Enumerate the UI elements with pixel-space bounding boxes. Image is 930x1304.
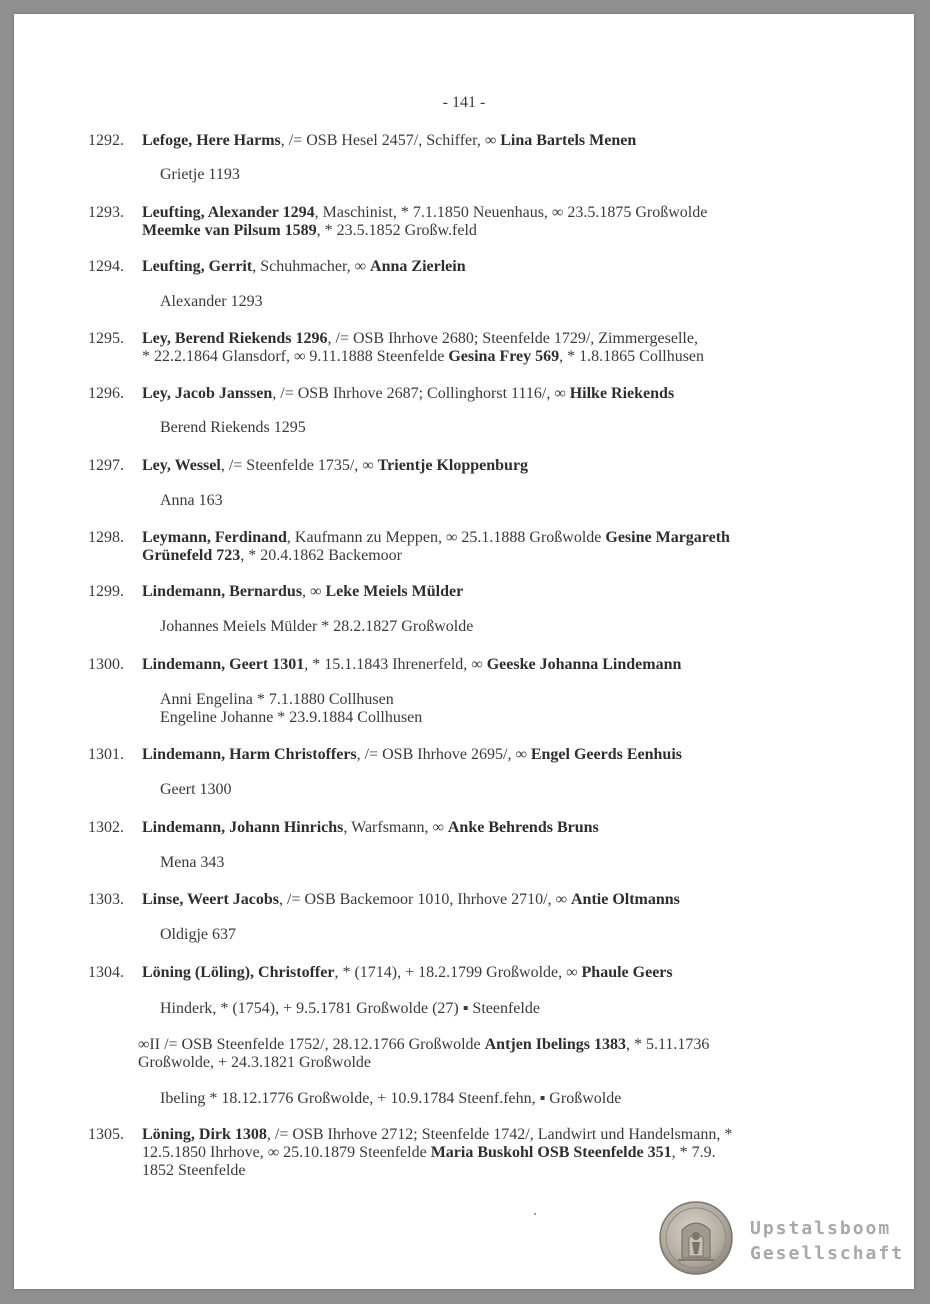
person-name: Ley, Wessel [142, 457, 221, 474]
entry-details: , Kaufmann zu Meppen, ∞ 25.1.1888 Großwolde [286, 529, 606, 546]
person-name: Ley, Jacob Janssen [142, 385, 273, 402]
entry-text [142, 529, 832, 565]
person-name: Lindemann, Harm Christoffers [142, 746, 357, 763]
entry-text [142, 132, 832, 150]
entry-number: 1300. [88, 656, 124, 673]
entry-number: 1296. [88, 385, 124, 402]
spouse-name: Lina Bartels Menen [500, 132, 637, 149]
entry-details: , /= OSB Ihrhove 2695/, ∞ [356, 746, 531, 763]
entry-text [142, 656, 832, 674]
entry-text [142, 819, 832, 837]
spouse-name: Anna Zierlein [370, 258, 466, 275]
scan-speck [534, 1213, 536, 1215]
society-name [750, 1216, 904, 1266]
child-line: Grietje 1193 [160, 166, 240, 183]
child-line: Oldigje 637 [160, 926, 236, 943]
person-name: Lefoge, Here Harms [142, 132, 281, 149]
entry-details: , * (1714), + 18.2.1799 Großwolde, ∞ [334, 964, 582, 981]
entry-details: , /= OSB Hesel 2457/, Schiffer, ∞ [280, 132, 501, 149]
spouse-name: Maria Buskohl OSB Steenfelde 351 [430, 1144, 672, 1161]
marriage-details: ∞II /= OSB Steenfelde 1752/, 28.12.1766 Großwolde [138, 1036, 485, 1053]
person-name: Lindemann, Johann Hinrichs [142, 819, 344, 836]
child-line: Geert 1300 [160, 781, 232, 798]
entry-text [142, 457, 832, 475]
entry-text [142, 891, 832, 909]
person-name: Leufting, Alexander 1294 [142, 204, 315, 221]
entry-number: 1295. [88, 330, 124, 347]
person-name: Löning (Löling), Christoffer [142, 964, 335, 981]
marriage-details-3: Großwolde, + 24.3.1821 Großwolde [138, 1054, 371, 1071]
person-name: Leufting, Gerrit [142, 258, 253, 275]
person-name: Lindemann, Bernardus [142, 583, 303, 600]
entry-details: , /= OSB Ihrhove 2712; Steenfelde 1742/, Landwirt und Handelsmann, * [266, 1126, 733, 1143]
entry-details: , Warfsmann, ∞ [343, 819, 448, 836]
entry-number: 1301. [88, 746, 124, 763]
entry-number: 1304. [88, 964, 124, 981]
entry-details-2: , * 7.9. [671, 1144, 716, 1161]
entry-details: , /= OSB Ihrhove 2687; Collinghorst 1116/, ∞ [272, 385, 570, 402]
entry-number: 1298. [88, 529, 124, 546]
spouse-name-2: Antjen Ibelings 1383 [484, 1036, 626, 1053]
entry-number: 1302. [88, 819, 124, 836]
child-line: Engeline Johanne * 23.9.1884 Collhusen [160, 709, 423, 726]
society-name-line1: Upstalsboom [750, 1218, 892, 1239]
spouse-name: Leke Meiels Mülder [325, 583, 464, 600]
spouse-name: Engel Geerds Eenhuis [530, 746, 682, 763]
entry-details-2a: * 22.2.1864 Glansdorf, ∞ 9.11.1888 Steenfelde [142, 348, 449, 365]
seal-logo-icon [658, 1200, 734, 1276]
marriage-details-2: , * 5.11.1736 [625, 1036, 710, 1053]
entry-text [142, 258, 832, 276]
person-name: Ley, Berend Riekends 1296 [142, 330, 328, 347]
entry-number: 1292. [88, 132, 124, 149]
second-marriage-line [138, 1036, 838, 1072]
child-line: Hinderk, * (1754), + 9.5.1781 Großwolde (27) ▪ Steenfelde [160, 1000, 540, 1017]
child-line: Ibeling * 18.12.1776 Großwolde, + 10.9.1784 Steenf.fehn, ▪ Großwolde [160, 1090, 622, 1107]
person-name: Leymann, Ferdinand [142, 529, 287, 546]
spouse-name: Gesina Frey 569 [448, 348, 560, 365]
entry-details-2: , * 1.8.1865 Collhusen [559, 348, 705, 365]
entry-text [142, 964, 832, 982]
person-name: Linse, Weert Jacobs [142, 891, 280, 908]
entry-number: 1303. [88, 891, 124, 908]
entry-details: , /= OSB Backemoor 1010, Ihrhove 2710/, ∞ [279, 891, 571, 908]
entry-text [142, 204, 832, 240]
entry-details: , Maschinist, * 7.1.1850 Neuenhaus, ∞ 23.5.1875 Großwolde [314, 204, 708, 221]
entry-details-2: , * 20.4.1862 Backemoor [240, 547, 402, 564]
spouse-name: Hilke Riekends [569, 385, 675, 402]
entry-details-2a: 12.5.1850 Ihrhove, ∞ 25.10.1879 Steenfelde [142, 1144, 431, 1161]
page-number: - 141 - [442, 94, 486, 111]
entry-text [142, 1126, 832, 1180]
child-line: Johannes Meiels Mülder * 28.2.1827 Großwolde [160, 618, 474, 635]
person-name: Lindemann, Geert 1301 [142, 656, 305, 673]
entry-number: 1305. [88, 1126, 124, 1143]
person-name: Löning, Dirk 1308 [142, 1126, 267, 1143]
child-line: Berend Riekends 1295 [160, 419, 306, 436]
spouse-name: Antie Oltmanns [570, 891, 680, 908]
child-line: Alexander 1293 [160, 293, 263, 310]
entry-number: 1293. [88, 204, 124, 221]
entry-details: , Schuhmacher, ∞ [252, 258, 371, 275]
spouse-name: Phaule Geers [581, 964, 673, 981]
child-line: Mena 343 [160, 854, 225, 871]
spouse-name: Geeske Johanna Lindemann [486, 656, 682, 673]
entry-details-2: , * 23.5.1852 Großw.feld [316, 222, 477, 239]
entry-text [142, 385, 832, 403]
spouse-name-2: Grünefeld 723 [142, 547, 241, 564]
entry-details: , /= Steenfelde 1735/, ∞ [220, 457, 378, 474]
spouse-name: Trientje Kloppenburg [377, 457, 529, 474]
entry-number: 1297. [88, 457, 124, 474]
child-line: Anni Engelina * 7.1.1880 Collhusen [160, 691, 394, 708]
entry-number: 1299. [88, 583, 124, 600]
spouse-name: Anke Behrends Bruns [447, 819, 599, 836]
child-line: Anna 163 [160, 492, 223, 509]
document-page [14, 14, 914, 1289]
entry-text [142, 330, 832, 366]
entry-details: , ∞ [302, 583, 326, 600]
entry-text [142, 746, 832, 764]
entry-details: , /= OSB Ihrhove 2680; Steenfelde 1729/, Zimmergeselle, [327, 330, 698, 347]
entry-details-3: 1852 Steenfelde [142, 1162, 246, 1179]
society-name-line2: Gesellschaft [750, 1243, 905, 1264]
spouse-name: Meemke van Pilsum 1589 [142, 222, 317, 239]
entry-details: , * 15.1.1843 Ihrenerfeld, ∞ [304, 656, 487, 673]
spouse-name: Gesine Margareth [605, 529, 730, 546]
entry-number: 1294. [88, 258, 124, 275]
entry-text [142, 583, 832, 601]
